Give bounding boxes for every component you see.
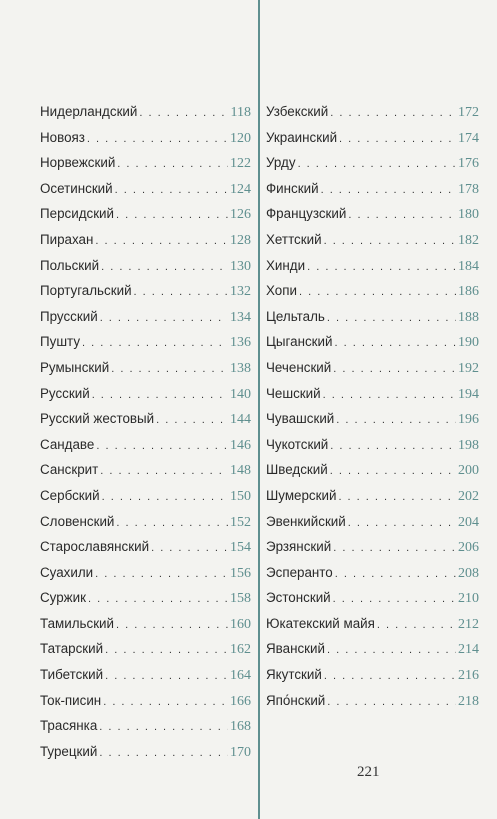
toc-entry-page: 214	[458, 642, 479, 658]
toc-entry-name: Словенский	[40, 513, 115, 529]
toc-entry[interactable]	[40, 258, 251, 284]
toc-entry[interactable]	[266, 616, 479, 642]
toc-entry-name: Хинди	[266, 257, 306, 273]
column-divider	[258, 0, 260, 819]
toc-entry[interactable]	[266, 411, 479, 437]
toc-entry[interactable]	[40, 360, 251, 386]
toc-entry-page: 190	[458, 335, 479, 351]
toc-entry-name: Трасянка	[40, 718, 98, 734]
leader-dots	[327, 312, 456, 324]
toc-entry[interactable]	[40, 283, 251, 309]
toc-entry[interactable]	[40, 667, 251, 693]
toc-entry-page: 166	[230, 693, 251, 709]
toc-entry-name: Суржик	[40, 590, 86, 606]
leader-dots	[323, 389, 456, 401]
toc-entry[interactable]	[266, 104, 479, 130]
toc-entry-name: Урду	[266, 155, 296, 171]
leader-dots	[99, 747, 228, 759]
leader-dots	[92, 389, 228, 401]
toc-entry-name: Турецкий	[40, 743, 98, 759]
toc-entry-name: Чукотский	[266, 436, 329, 452]
leader-dots	[82, 337, 228, 349]
toc-entry[interactable]	[266, 693, 479, 719]
toc-entry-name: Цыганский	[266, 334, 333, 350]
toc-entry-page: 206	[458, 540, 479, 556]
toc-entry-name: Пирахан	[40, 231, 94, 247]
toc-entry[interactable]	[266, 181, 479, 207]
toc-entry-name: Санскрит	[40, 462, 99, 478]
toc-entry[interactable]	[266, 539, 479, 565]
toc-entry[interactable]	[266, 514, 479, 540]
toc-entry[interactable]	[40, 488, 251, 514]
toc-entry-page: 208	[458, 565, 479, 581]
leader-dots	[101, 261, 228, 273]
toc-entry-page: 192	[458, 360, 479, 376]
toc-entry[interactable]	[266, 206, 479, 232]
toc-entry-page: 182	[458, 232, 479, 248]
toc-entry-page: 152	[230, 514, 251, 530]
toc-entry-name: Финский	[266, 180, 319, 196]
leader-dots	[116, 209, 228, 221]
toc-entry-page: 198	[458, 437, 479, 453]
leader-dots	[87, 133, 228, 145]
leader-dots	[100, 312, 228, 324]
toc-entry-name: Япо́нский	[266, 692, 326, 708]
toc-entry-name: Осетинский	[40, 180, 113, 196]
leader-dots	[299, 286, 456, 298]
toc-entry-name: Новояз	[40, 129, 85, 145]
toc-entry-name: Узбекский	[266, 104, 329, 119]
toc-entry[interactable]	[40, 565, 251, 591]
leader-dots	[324, 235, 456, 247]
toc-entry-name: Прусский	[40, 308, 98, 324]
toc-entry[interactable]	[40, 104, 251, 130]
leader-dots	[151, 542, 228, 554]
leader-dots	[333, 363, 456, 375]
leader-dots	[307, 261, 456, 273]
toc-entry[interactable]	[40, 309, 251, 335]
toc-entry-name: Украинский	[266, 129, 338, 145]
leader-dots	[116, 517, 228, 529]
leader-dots	[324, 670, 456, 682]
leader-dots	[330, 107, 456, 119]
leader-dots	[100, 465, 228, 477]
toc-entry-name: Тибетский	[40, 667, 104, 683]
toc-entry[interactable]	[40, 744, 251, 770]
toc-entry-page: 136	[230, 335, 251, 351]
toc-entry-page: 122	[230, 156, 251, 172]
toc-entry[interactable]	[266, 258, 479, 284]
leader-dots	[333, 593, 456, 605]
leader-dots	[334, 337, 456, 349]
toc-entry[interactable]	[40, 232, 251, 258]
toc-entry-name: Ток-писин	[40, 692, 102, 708]
leader-dots	[103, 696, 228, 708]
toc-entry-page: 158	[230, 591, 251, 607]
toc-entry-page: 156	[230, 565, 251, 581]
leader-dots	[117, 158, 228, 170]
toc-entry-name: Французский	[266, 206, 347, 222]
toc-entry-page: 184	[458, 258, 479, 274]
leader-dots	[115, 184, 228, 196]
toc-entry-page: 210	[458, 591, 479, 607]
toc-entry-name: Хеттский	[266, 231, 322, 247]
toc-entry-name: Эвенкийский	[266, 513, 346, 529]
toc-entry[interactable]	[40, 386, 251, 412]
leader-dots	[298, 158, 456, 170]
toc-entry[interactable]	[266, 232, 479, 258]
toc-entry-name: Старославянский	[40, 539, 150, 555]
toc-entry-name: Шумерский	[266, 487, 337, 503]
toc-entry-name: Пушту	[40, 334, 81, 350]
toc-entry-page: 216	[458, 668, 479, 684]
toc-entry[interactable]	[40, 539, 251, 565]
toc-entry-page: 200	[458, 463, 479, 479]
toc-entry[interactable]	[266, 386, 479, 412]
toc-entry-name: Польский	[40, 257, 100, 273]
toc-entry[interactable]	[266, 667, 479, 693]
toc-entry[interactable]	[40, 462, 251, 488]
leader-dots	[88, 593, 228, 605]
toc-entry-page: 194	[458, 386, 479, 402]
toc-entry[interactable]	[266, 437, 479, 463]
toc-entry[interactable]	[266, 462, 479, 488]
toc-entry[interactable]	[266, 334, 479, 360]
toc-entry-page: 196	[458, 412, 479, 428]
toc-entry-name: Русский	[40, 385, 90, 401]
toc-entry-page: 120	[230, 130, 251, 146]
toc-entry[interactable]	[40, 181, 251, 207]
toc-entry[interactable]	[266, 565, 479, 591]
toc-entry-page: 138	[230, 360, 251, 376]
toc-entry-page: 124	[230, 181, 251, 197]
toc-entry-name: Португальский	[40, 283, 132, 299]
toc-entry[interactable]	[40, 206, 251, 232]
toc-entry-page: 180	[458, 207, 479, 223]
toc-entry-page: 146	[230, 437, 251, 453]
toc-entry-name: Юкатекский майя	[266, 615, 375, 631]
leader-dots	[105, 644, 228, 656]
toc-entry-page: 204	[458, 514, 479, 530]
toc-entry-name: Татарский	[40, 641, 104, 657]
toc-entry-name: Тамильский	[40, 615, 115, 631]
leader-dots	[330, 440, 456, 452]
toc-entry[interactable]	[266, 360, 479, 386]
leader-dots	[327, 644, 456, 656]
toc-entry-name: Норвежский	[40, 155, 116, 171]
toc-entry[interactable]	[40, 411, 251, 437]
leader-dots	[335, 568, 456, 580]
leader-dots	[348, 209, 456, 221]
toc-entry-name: Яванский	[266, 641, 325, 657]
toc-entry-name: Чувашский	[266, 411, 335, 427]
toc-entry[interactable]	[40, 693, 251, 719]
leader-dots	[339, 133, 456, 145]
leader-dots	[333, 542, 456, 554]
toc-entry[interactable]	[40, 514, 251, 540]
leader-dots	[111, 363, 228, 375]
toc-entry-page: 134	[230, 309, 251, 325]
toc-entry[interactable]	[40, 641, 251, 667]
toc-entry-name: Суахили	[40, 564, 94, 580]
toc-entry-name: Персидский	[40, 206, 115, 222]
leader-dots	[99, 721, 228, 733]
toc-entry[interactable]	[266, 309, 479, 335]
leader-dots	[348, 517, 456, 529]
leader-dots	[336, 414, 456, 426]
toc-entry-page: 132	[230, 284, 251, 300]
toc-entry-page: 174	[458, 130, 479, 146]
leader-dots	[327, 696, 456, 708]
leader-dots	[105, 670, 228, 682]
toc-entry-name: Эрзянский	[266, 539, 332, 555]
leader-dots	[102, 491, 228, 503]
toc-entry[interactable]	[266, 155, 479, 181]
toc-entry-page: 128	[230, 232, 251, 248]
toc-entry[interactable]	[40, 130, 251, 156]
toc-entry-name: Эсперанто	[266, 564, 333, 580]
leader-dots	[96, 440, 228, 452]
toc-entry-page: 176	[458, 156, 479, 172]
toc-entry-page: 148	[230, 463, 251, 479]
toc-entry-name: Шведский	[266, 462, 328, 478]
toc-right-column	[266, 104, 479, 718]
toc-entry[interactable]	[40, 334, 251, 360]
toc-entry-page: 162	[230, 642, 251, 658]
toc-entry-page: 144	[230, 412, 251, 428]
toc-entry-page: 178	[458, 181, 479, 197]
toc-entry-page: 168	[230, 719, 251, 735]
toc-entry-name: Хопи	[266, 283, 297, 299]
toc-entry-page: 154	[230, 540, 251, 556]
toc-entry[interactable]	[40, 616, 251, 642]
toc-entry-name: Чеченский	[266, 359, 332, 375]
toc-entry-page: 188	[458, 309, 479, 325]
leader-dots	[338, 491, 456, 503]
toc-entry-page: 126	[230, 207, 251, 223]
page-number: 221	[357, 764, 380, 780]
leader-dots	[139, 107, 228, 119]
toc-entry-page: 218	[458, 693, 479, 709]
toc-entry-name: Румынский	[40, 359, 110, 375]
toc-entry[interactable]	[266, 590, 479, 616]
toc-entry-page: 202	[458, 488, 479, 504]
toc-entry-name: Чешский	[266, 385, 321, 401]
toc-entry-page: 140	[230, 386, 251, 402]
toc-entry-name: Нидерландский	[40, 104, 138, 119]
leader-dots	[330, 465, 456, 477]
toc-entry-page: 170	[230, 744, 251, 760]
toc-entry[interactable]	[266, 488, 479, 514]
toc-entry-page: 172	[458, 105, 479, 120]
toc-entry[interactable]	[266, 130, 479, 156]
toc-entry-page: 212	[458, 616, 479, 632]
leader-dots	[377, 619, 456, 631]
toc-entry-page: 164	[230, 668, 251, 684]
toc-entry-page: 186	[458, 284, 479, 300]
toc-entry[interactable]	[40, 155, 251, 181]
toc-entry[interactable]	[266, 283, 479, 309]
toc-entry-page: 130	[230, 258, 251, 274]
leader-dots	[134, 286, 228, 298]
leader-dots	[321, 184, 456, 196]
toc-entry[interactable]	[40, 437, 251, 463]
toc-entry-page: 150	[230, 488, 251, 504]
toc-entry[interactable]	[266, 641, 479, 667]
toc-entry-page: 118	[230, 105, 251, 120]
leader-dots	[156, 414, 228, 426]
toc-left-column	[40, 104, 251, 769]
toc-entry-page: 160	[230, 616, 251, 632]
toc-entry-name: Сербский	[40, 487, 100, 503]
leader-dots	[95, 235, 228, 247]
leader-dots	[95, 568, 228, 580]
toc-entry-name: Цельталь	[266, 308, 325, 324]
toc-entry[interactable]	[40, 718, 251, 744]
leader-dots	[116, 619, 228, 631]
toc-entry-name: Якутский	[266, 667, 322, 683]
toc-entry-name: Русский жестовый	[40, 411, 155, 427]
toc-entry-name: Сандаве	[40, 436, 95, 452]
toc-entry[interactable]	[40, 590, 251, 616]
toc-entry-name: Эстонский	[266, 590, 331, 606]
